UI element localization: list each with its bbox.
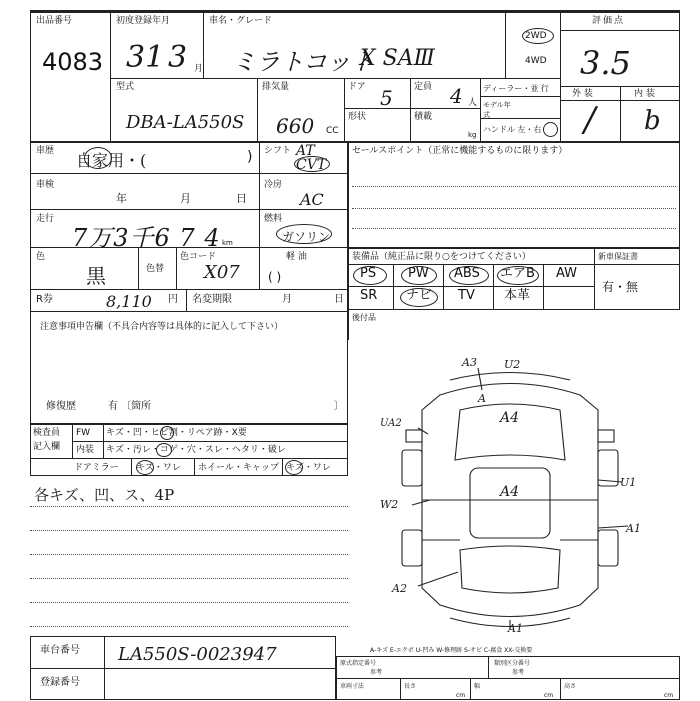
equip-navi: ナビ — [406, 288, 433, 303]
recycle-val: 8,110 — [106, 292, 152, 311]
fuel-circle — [276, 224, 332, 244]
type-code: DBA-LA550S — [126, 112, 245, 133]
yen-unit: 円 — [168, 294, 178, 305]
model-label: 車名・グレード — [209, 16, 273, 26]
after-label: 後付品 — [352, 313, 376, 322]
capacity: 4 — [450, 84, 463, 108]
circle-abs — [449, 266, 489, 285]
circle-pw — [401, 266, 437, 285]
inspector-r2-tag: 内装 — [76, 445, 95, 455]
cm-unit-1: cm — [456, 692, 466, 699]
equip-airbag: エアB — [500, 266, 535, 281]
expiry-label: 名変期限 — [192, 294, 232, 305]
circle-fw-dent — [160, 426, 174, 440]
oil-paren: ( ) — [268, 270, 282, 284]
repair-val: 有 〔箇所 — [108, 401, 152, 412]
top-strip — [30, 0, 680, 12]
eval-score: 3.5 — [580, 44, 631, 82]
diag-a1-rear: A1 — [508, 622, 523, 635]
inspect-label: 車検 — [36, 180, 55, 190]
circle-navi — [400, 288, 438, 307]
circle-ps — [353, 266, 387, 285]
equip-leather: 本革 — [504, 288, 531, 303]
grade: X SAⅢ — [360, 46, 435, 71]
handwritten-note: 各キズ、凹、ス、4P — [34, 486, 175, 504]
eval-label: 評価点 — [592, 16, 626, 26]
cc-unit: CC — [326, 126, 339, 136]
circle-int-stain — [156, 443, 172, 457]
diag-u2: U2 — [504, 358, 521, 371]
inspector-r1: キズ・凹・ヒビ割・リペア跡・X要 — [106, 428, 247, 438]
diag-a4-roof: A4 — [500, 484, 520, 500]
shift-label: シフト — [264, 146, 292, 156]
reg-year: 31 — [126, 40, 165, 75]
chassis-number: LA550S-0023947 — [118, 644, 277, 665]
field-ref2: 参考 — [512, 669, 525, 676]
shift-circle — [294, 156, 330, 172]
legend: A-キズ E-エクボ U-凹み W-修理跡 S-サビ C-腐食 XX-交換要 — [370, 647, 533, 654]
color-label: 色 — [36, 252, 46, 262]
sales-label: セールスポイント（正常に機能するものに限ります） — [352, 146, 568, 156]
field-model-no: 原式指定番号 — [340, 660, 377, 667]
color-code-label: 色コード — [180, 252, 217, 262]
use-text: 自家用・( — [76, 151, 147, 170]
int-label: 内 装 — [634, 89, 655, 99]
inspector-r3d: キズ・ワレ — [286, 463, 331, 473]
color-code: X07 — [204, 262, 240, 283]
model-year-label: モデル年式 — [483, 101, 511, 119]
inspector-label2: 記入欄 — [33, 442, 61, 452]
equip-sr: SR — [360, 288, 378, 303]
kg-unit: kg — [468, 131, 477, 139]
inspect-day: 日 — [236, 192, 247, 205]
equip-tv: TV — [458, 288, 475, 303]
cm-unit-3: cm — [664, 692, 674, 699]
field-height: 高さ — [564, 683, 577, 690]
type-label: 型式 — [116, 82, 135, 92]
lot-number: 4083 — [42, 48, 104, 76]
car-damage-diagram — [360, 350, 680, 650]
reg-label: 登録番号 — [40, 677, 80, 688]
shift-val: AT CVT — [296, 143, 327, 173]
int-score: b — [644, 106, 661, 136]
first-reg-label: 初度登録年月 — [116, 16, 171, 26]
car-name: ミラトコット — [232, 48, 375, 76]
use-close: ) — [247, 149, 253, 165]
cap-label: 定員 — [414, 82, 433, 92]
sales-box — [348, 142, 680, 248]
notes-label: 注意事項申告欄（不具合内容等は具体的に記入して下さい） — [40, 322, 284, 332]
drive-2wd: 2WD — [525, 31, 547, 41]
field-ref1: 参考 — [370, 669, 383, 676]
inspect-month: 月 — [180, 192, 191, 205]
warranty-val: 有・無 — [602, 280, 639, 294]
equipment-label: 装備品（純正品に限り○をつけてください） — [352, 252, 531, 262]
inspector-r3c: ホイール・キャップ — [198, 463, 279, 473]
dealer-label: ディーラー・並 行 — [483, 84, 549, 93]
equip-aw: AW — [556, 266, 578, 281]
doors: 5 — [380, 86, 393, 110]
color-change-label: 色替 — [146, 264, 165, 274]
field-width: 幅 — [474, 683, 481, 690]
warranty-label: 新車保証書 — [598, 252, 638, 261]
handle-label: ハンドル 左・右 — [483, 125, 542, 134]
inspector-r1-tag: FW — [76, 428, 91, 438]
diag-a1-side: A1 — [626, 522, 641, 535]
cap-unit: 人 — [468, 98, 478, 108]
diag-ua2: UA2 — [380, 418, 402, 429]
expiry-month: 月 — [282, 294, 292, 305]
inspector-r3b: キズ・ワレ — [136, 463, 181, 473]
fuel-label: 燃料 — [264, 214, 283, 224]
diag-a3: A3 — [462, 356, 477, 369]
recycle-label: R券 — [36, 294, 53, 305]
diag-w2: W2 — [380, 498, 399, 511]
chassis-label: 車台番号 — [40, 645, 80, 656]
color-val: 黒 — [86, 264, 106, 288]
mileage: 7万3千6 7 4 — [72, 224, 221, 252]
drive-4wd: 4WD — [525, 56, 547, 66]
field-length: 長さ — [404, 683, 417, 690]
field-dimensions: 車両寸法 — [340, 683, 365, 690]
circle-wheel-scratch — [285, 460, 303, 475]
oil-label: 軽 油 — [286, 252, 307, 262]
body-label: 形状 — [348, 112, 367, 122]
diag-a-front: A — [478, 392, 486, 405]
lot-label: 出品番号 — [36, 16, 73, 26]
ext-label: 外 装 — [572, 89, 593, 99]
cm-unit-2: cm — [544, 692, 554, 699]
km-unit: km — [222, 239, 233, 247]
diag-a4-hood: A4 — [500, 410, 520, 426]
circle-airbag — [497, 266, 539, 285]
diag-a2-rear: A2 — [392, 582, 407, 595]
door-label: ドア — [348, 82, 366, 92]
repair-label: 修復歴 — [46, 401, 76, 412]
displacement: 660 — [276, 114, 315, 138]
ac-label: 冷房 — [264, 180, 283, 190]
load-label: 積載 — [414, 112, 433, 122]
ext-score: / — [584, 100, 596, 140]
diag-u1: U1 — [620, 476, 637, 489]
equip-ps: PS — [360, 266, 377, 281]
equip-abs: ABS — [454, 266, 480, 281]
inspector-label1: 検査員 — [33, 428, 61, 438]
inspector-r2: キズ・汚レ・コゲ・穴・スレ・ヘタリ・破レ — [106, 445, 286, 455]
equip-pw: PW — [408, 266, 429, 281]
inspect-year: 年 — [116, 192, 127, 205]
fuel-val: ガソリン — [282, 230, 331, 244]
expiry-day: 日 — [334, 294, 344, 305]
mileage-label: 走行 — [36, 214, 55, 224]
circle-mirror-scratch — [136, 460, 154, 475]
use-circle — [84, 147, 112, 169]
month-unit: 月 — [194, 64, 204, 74]
reg-month: 3 — [168, 40, 188, 75]
disp-label: 排気量 — [262, 82, 290, 92]
ac-val: AC — [300, 190, 324, 209]
repair-close: 〕 — [334, 401, 344, 412]
info-box — [30, 142, 348, 424]
use-label: 車歴 — [36, 146, 55, 156]
inspector-r3a: ドアミラー — [74, 463, 119, 473]
handle-circle — [543, 122, 558, 137]
field-class-no: 類別区分番号 — [494, 660, 531, 667]
